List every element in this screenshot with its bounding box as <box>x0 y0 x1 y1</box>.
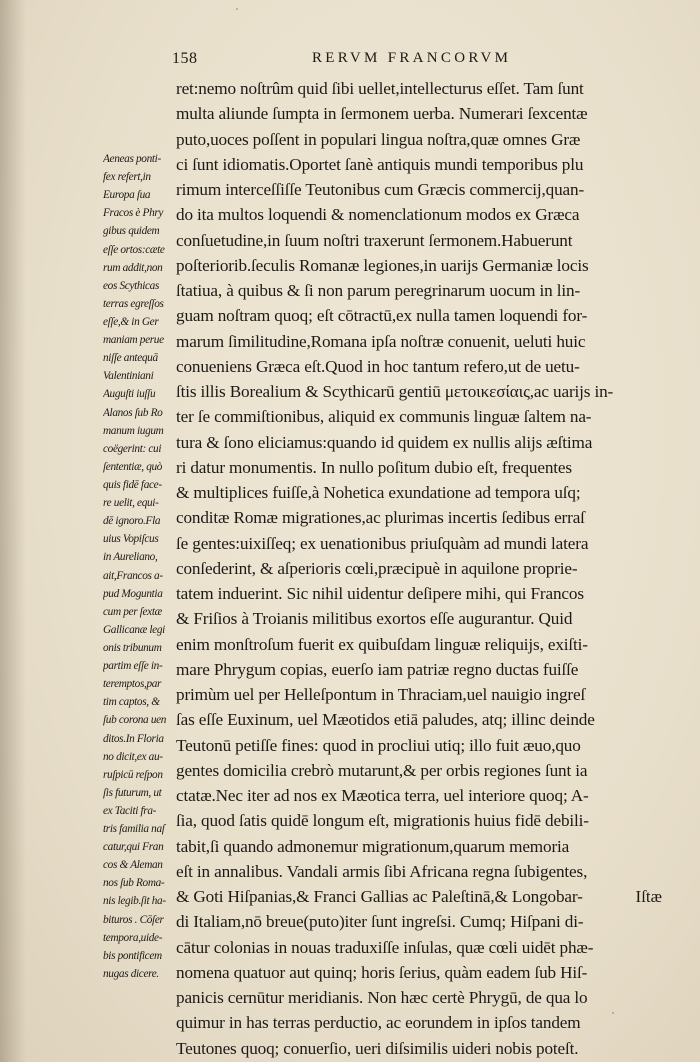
folio-number: 158 <box>172 50 198 67</box>
marginal-note-line: terras egreſſos <box>103 297 164 310</box>
text-line: enim monſtroſum fuerit ex quibuſdam linguæ reliquijs, exiſti- <box>176 634 588 654</box>
marginal-note-line: in Aureliano, <box>103 551 158 564</box>
catchword: Iſtæ <box>635 887 662 906</box>
text-line: guam noſtram quoq; eſt cōtractū,ex nulla tamen loquendi for- <box>176 306 588 326</box>
marginal-note-line: maniam perue <box>103 334 164 347</box>
marginal-note-line: eſſe ortos:cæte <box>103 243 165 256</box>
text-line: marum ſimilitudine,Romana ipſa noſtræ conuenit, ueluti huic <box>176 331 586 351</box>
text-line: puto,uoces poſſent in populari lingua noſtra,quæ omnes Græ <box>176 129 581 149</box>
marginal-note-line: ſis futurum, ut <box>103 786 162 799</box>
marginal-note-line: gibus quidem <box>103 225 160 238</box>
text-line: ſas eſſe Euxinum, uel Mæotidos etiā paludes, atq; illinc deinde <box>176 710 595 730</box>
text-line: mare Phrygum copias, euerſo iam patriæ regno ductas fuiſſe <box>176 659 579 679</box>
text-line: & multiplices fuiſſe,à Nohetica exundatione ad tempora uſq; <box>176 483 581 502</box>
text-line: primùm uel per Helleſpontum in Thraciam,uel nauigio ingreſ <box>176 685 586 704</box>
marginal-note-line: eos Scythicas <box>103 279 159 292</box>
marginal-note-line: teremptos,par <box>103 678 162 691</box>
text-line: eſt in annalibus. Vandali armis ſibi Africana regna ſubigentes, <box>176 861 588 881</box>
marginal-note-line: nos ſub Roma- <box>103 877 165 890</box>
marginal-note-line: onis tribunum <box>103 641 162 654</box>
marginal-note-line: tempora,uide- <box>103 931 163 944</box>
text-line: ter ſe commiſtionibus, aliquid ex communis linguæ ſaltem na- <box>176 407 592 427</box>
marginal-note-line: partim eſſe in- <box>103 660 163 673</box>
text-line: ſe gentes:uixiſſeq; ex uenationibus priuſquàm ad mundi latera <box>176 533 589 553</box>
text-line: conſederint, & aſperioris cœli,præcipuè in aquilone proprie- <box>176 558 578 578</box>
marginal-note-line: no dicit,ex au- <box>103 750 163 763</box>
marginal-note-line: tim captos, & <box>103 696 160 709</box>
marginal-note-line: tris familia naſ <box>103 823 165 836</box>
paper-speck <box>612 1012 614 1014</box>
marginal-note-line: fex refert,in <box>103 171 151 184</box>
text-line: do ita multos loquendi & nomenclationum modos ex Græca <box>176 205 580 225</box>
marginal-note <box>103 150 179 983</box>
text-line: ri datur monumentis. In nullo poſitum dubio eſt, frequentes <box>176 457 572 477</box>
text-line: multa aliunde ſumpta in ſermonem uerba. Numerari ſexcentæ <box>176 104 588 124</box>
marginal-note-line: cos & Aleman <box>103 859 163 872</box>
gutter-shadow <box>0 0 26 1062</box>
marginal-note-line: ditos.In Floria <box>103 732 164 745</box>
text-line: conditæ Romæ migrationes,ac plurimas incertis ſedibus erraſ <box>176 508 585 528</box>
marginal-note-line: ait,Francos a- <box>103 569 163 582</box>
marginal-note-line: nis legib.ſit ha- <box>103 895 166 908</box>
marginal-note-line: eſſe,& in Ger <box>103 315 159 328</box>
marginal-note-line: nugas dicere. <box>103 967 159 980</box>
marginal-note-line: niſſe antequā <box>103 352 158 365</box>
text-line: nomena quatuor aut quinq; horis ſerius, quàm eadem ſub Hiſ- <box>176 962 588 982</box>
text-line: Teutonū petiſſe fines: quod in procliui utiq; illo fuit æuo,quo <box>176 735 581 755</box>
marginal-note-line: manum iugum <box>103 424 164 437</box>
text-line: ſtatiua, à quibus & ſi non parum peregrinarum uocum in lin- <box>176 281 581 300</box>
text-line: & Goti Hiſpanias,& Franci Gallias ac Paleſtinā,& Longobar- <box>176 887 583 906</box>
text-line: ſia, quod ſatis quidē longum eſt, migrationis huius fidē debili- <box>176 811 589 831</box>
marginal-note-line: ſententiæ, quò <box>103 460 163 473</box>
text-line: conſuetudine,in ſuum noſtri traxerunt ſermonem.Habuerunt <box>176 230 573 250</box>
text-line: ci ſunt idiomatis.Oportet ſanè antiquis mundi temporibus plu <box>176 154 584 174</box>
marginal-note-line: Fracos è Phry <box>103 207 164 220</box>
marginal-note-line: ſub corona uen <box>103 714 167 727</box>
text-line: rimum interceſſiſſe Teutonibus cum Græcis commercij,quan- <box>176 180 585 199</box>
marginal-note-line: Alanos ſub Ro <box>103 406 163 419</box>
marginal-note-line: re uelit, equi- <box>103 497 159 510</box>
text-line: quimur in has terras perductio, ac eorundem in ipſos tandem <box>176 1013 581 1033</box>
text-line: tura & ſono eliciamus:quando id quidem ex nullis alijs æſtima <box>176 432 593 452</box>
marginal-note-line: Valentiniani <box>103 370 154 383</box>
text-line: & Friſios à Troianis militibus exortos eſſe augurantur. Quid <box>176 609 573 629</box>
marginal-note-line: bis pontificem <box>103 949 162 962</box>
marginal-note-line: Gallicanæ legi <box>103 623 165 636</box>
paper-speck <box>236 8 238 10</box>
running-head: RERVM FRANCORVM <box>312 50 512 66</box>
marginal-note-line: bituros . Cōſer <box>103 913 164 926</box>
text-line: ret:nemo noſtrûm quid ſibi uellet,intellecturus eſſet. Tam ſunt <box>176 79 584 98</box>
marginal-note-line: uius Vopiſcus <box>103 533 159 546</box>
text-line: conueniens Græca eſt.Quod in hoc tantum refero,ut de uetu- <box>176 356 580 376</box>
marginal-note-line: cum per ſextæ <box>103 605 162 618</box>
marginal-note-line: catur,qui Fran <box>103 841 164 854</box>
marginal-note-line: ruſpicū reſpon <box>103 768 163 781</box>
text-line: ſtis illis Borealium & Scythicarū gentiū μετοικεσίαις,ac uarijs in- <box>176 382 614 401</box>
text-line: Teutones quoq; conuerſio, ueri diſsimilis uideri nobis poteſt. <box>176 1038 579 1058</box>
text-line: poſteriorib.ſeculis Romanæ legiones,in uarijs Germaniæ locis <box>176 255 589 275</box>
text-line: gentes domicilia crebrò mutarunt,& per orbis regiones ſunt ia <box>176 760 588 780</box>
marginal-note-line: rum addit,non <box>103 261 163 274</box>
text-line: ctatæ.Nec iter ad nos ex Mæotica terra, uel interiore quoq; A- <box>176 786 589 805</box>
marginal-note-line: coëgerint: cui <box>103 442 162 455</box>
marginal-note-line: quis fidē face- <box>103 478 162 491</box>
marginal-note-line: Europa ſua <box>103 189 151 202</box>
text-line: di Italiam,nō breue(puto)iter ſunt ingreſsi. Cumq; Hiſpani di- <box>176 912 584 932</box>
text-line: tatem induerint. Sic nihil uidentur deſipere mihi, qui Francos <box>176 584 584 603</box>
marginal-note-line: Aeneas ponti- <box>103 153 161 165</box>
body-text-block <box>176 76 664 1061</box>
text-line: tabit,ſi quando admonemur migrationum,quarum memoria <box>176 836 570 856</box>
page-header <box>172 50 557 72</box>
text-line: cātur colonias in nouas traduxiſſe inſulas, quæ cœli uidēt phæ- <box>176 937 594 957</box>
marginal-note-line: ex Taciti fra- <box>103 804 157 817</box>
marginal-note-line: dē ignoro.Fla <box>103 515 161 528</box>
text-line: panicis cernūtur meridianis. Non hæc certè Phrygū, de qua lo <box>176 988 588 1007</box>
marginal-note-line: pud Moguntia <box>103 587 163 600</box>
marginal-note-line: Auguſti iuſſu <box>103 388 156 401</box>
